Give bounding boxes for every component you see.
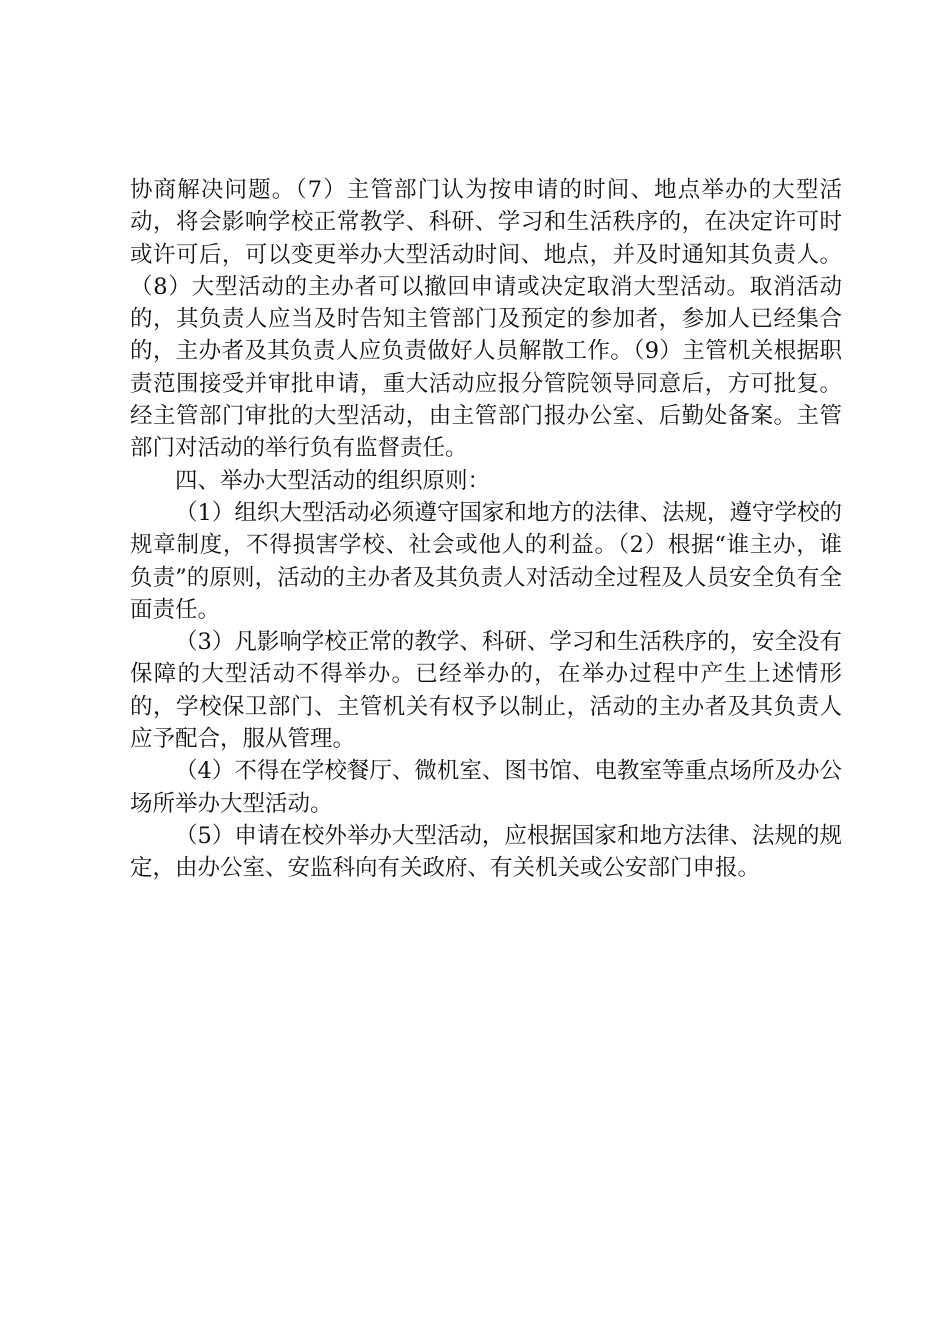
paragraph-continuation: 协商解决问题。（7）主管部门认为按申请的时间、地点举办的大型活动，将会影响学校正常教学、科研、学习和生活秩序的，在决定许可时或许可后，可以变更举办大型活动时间、地点，并及时通知其负责人。（8）大型活动的主办者可以撤回申请或决定取消大型活动。取消活动的，其负责人应当及时告知主管部门及预定的参加者，参加人已经集合的，主办者及其负责人应负责做好人员解散工作。（9）主管机关根据职责范围接受并审批申请，重大活动应报分管院领导同意后，方可批复。经主管部门审批的大型活动，由主管部门报办公室、后勤处备案。主管部门对活动的举行负有监督责任。 xyxy=(130,177,842,462)
paragraph-principle-1-2: （1）组织大型活动必须遵守国家和地方的法律、法规，遵守学校的规章制度，不得损害学校、社会或他人的利益。（2）根据“谁主办，谁负责”的原则，活动的主办者及其负责人对活动全过程及人员安全负有全面责任。 xyxy=(130,499,842,623)
document-body xyxy=(130,174,842,885)
paragraph-principle-3: （3）凡影响学校正常的教学、科研、学习和生活秩序的，安全没有保障的大型活动不得举办。已经举办的，在举办过程中产生上述情形的，学校保卫部门、主管机关有权予以制止，活动的主办者及其负责人应予配合，服从管理。 xyxy=(130,629,842,753)
paragraph-principle-4: （4）不得在学校餐厅、微机室、图书馆、电教室等重点场所及办公场所举办大型活动。 xyxy=(130,758,842,817)
paragraph-principle-5: （5）申请在校外举办大型活动，应根据国家和地方法律、法规的规定，由办公室、安监科向有关政府、有关机关或公安部门申报。 xyxy=(130,822,842,882)
section-heading-four: 四、举办大型活动的组织原则： xyxy=(175,467,491,494)
